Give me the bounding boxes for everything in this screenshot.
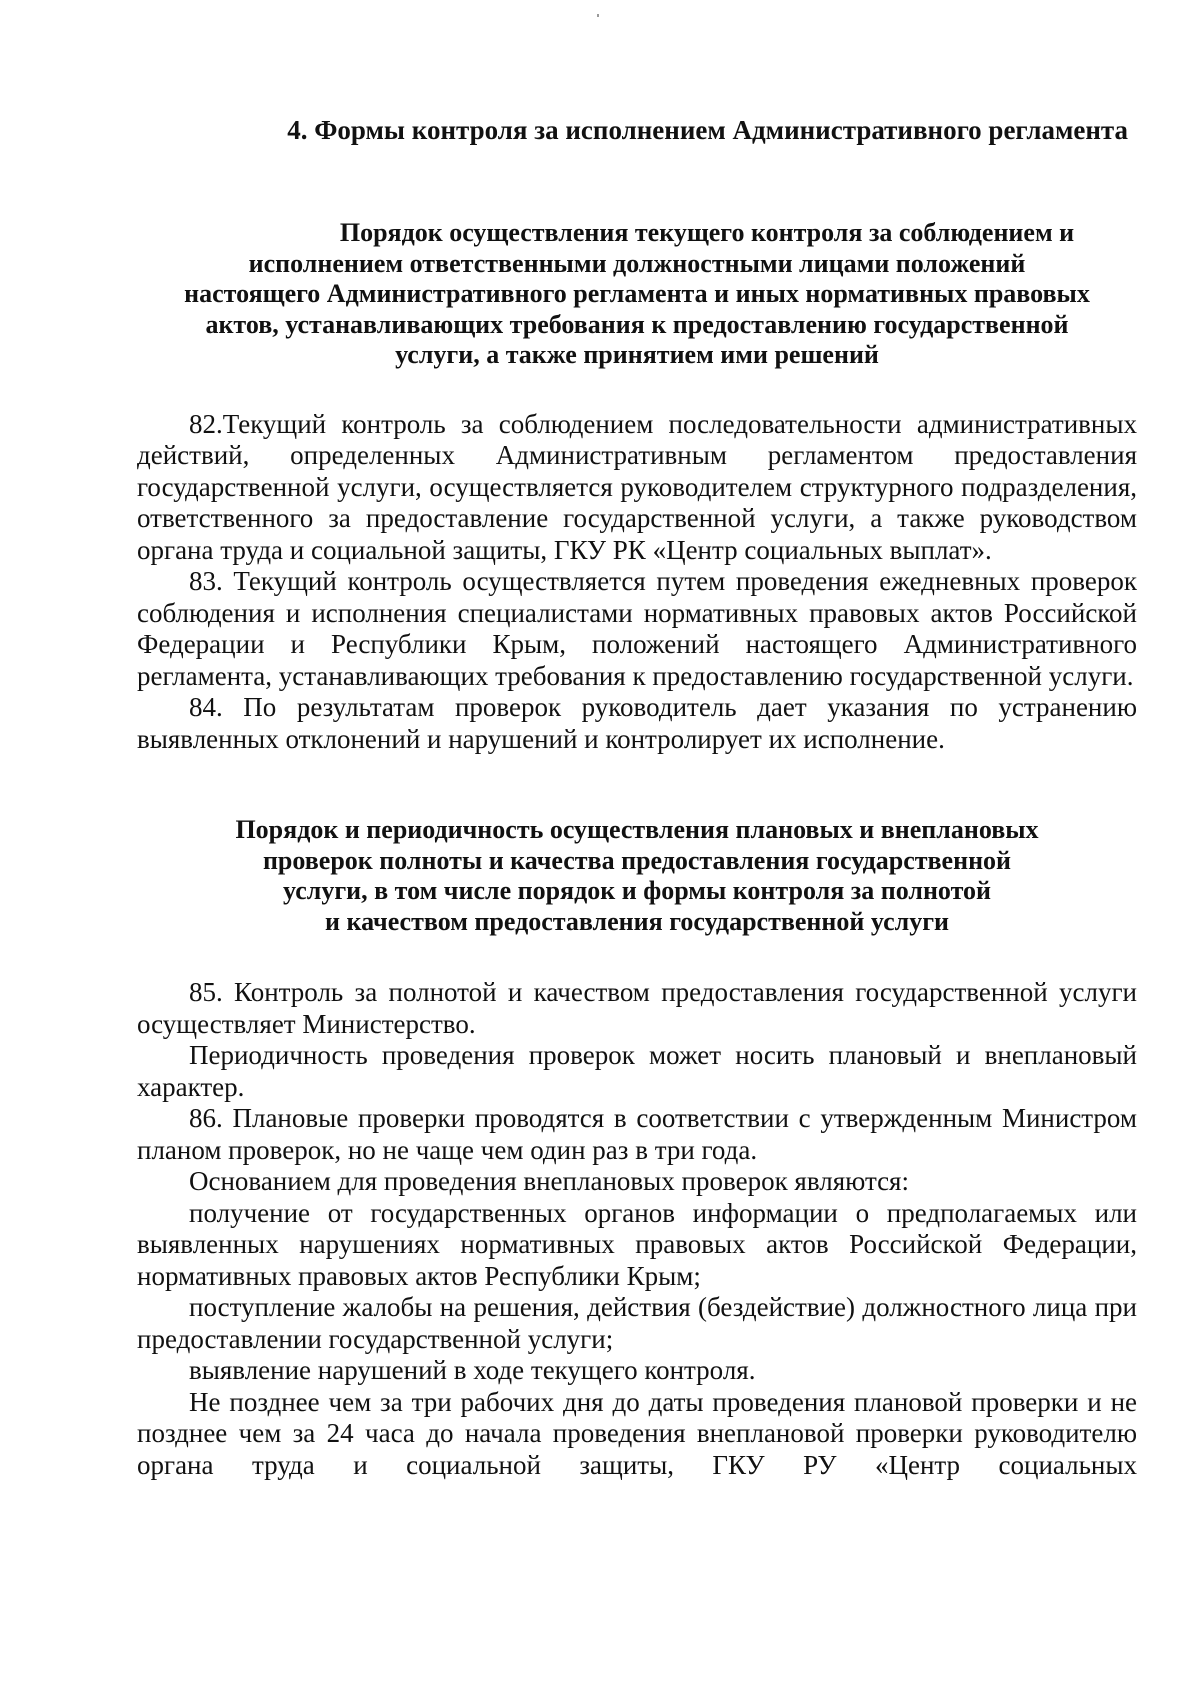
section-title: 4. Формы контроля за исполнением Административного регламента [287, 115, 1128, 145]
subheading-inspections [137, 815, 1137, 937]
subheading-line: актов, устанавливающих требования к предоставлению государственной [205, 309, 1069, 339]
subheading-line: Порядок и периодичность осуществления плановых и внеплановых [235, 815, 1039, 844]
paragraph-ground-violations: выявление нарушений в ходе текущего контроля. [189, 1355, 756, 1385]
subheading-current-control [137, 218, 1137, 371]
paragraph-ground-complaint: поступление жалобы на решения, действия (бездействие) должностного лица при предоставлении государственной услуги; [137, 1292, 1137, 1354]
subheading-line: и качеством предоставления государственной услуги [325, 906, 949, 936]
paragraph-grounds: Основанием для проведения внеплановых проверок являются: [189, 1166, 909, 1196]
subheading-line: проверок полноты и качества предоставления государственной [262, 845, 1012, 875]
paragraph-85: 85. Контроль за полнотой и качеством предоставления государственной услуги осуществляет Министерство. [137, 977, 1137, 1039]
paragraph-ground-information: получение от государственных органов информации о предполагаемых или выявленных нарушениях нормативных правовых актов Российской Федерации, нормативных правовых актов Республики Крым; [137, 1197, 1137, 1291]
paragraph-86: 86. Плановые проверки проводятся в соответствии с утвержденным Министром планом проверок, но не чаще чем один раз в три года. [137, 1103, 1137, 1165]
subheading-line: услуги, в том числе порядок и формы контроля за полнотой [283, 876, 991, 905]
paragraph-periodicity: Периодичность проведения проверок может носить плановый и внеплановый характер. [137, 1040, 1137, 1102]
subheading-line: настоящего Административного регламента и иных нормативных правовых [184, 279, 1090, 308]
scan-artifact [597, 14, 599, 17]
subheading-line: исполнением ответственными должностными лицами положений [248, 248, 1026, 278]
paragraph-group-current-control [137, 409, 1137, 756]
document-body [137, 114, 1137, 1481]
paragraph-84: 84. По результатам проверок руководитель дает указания по устранению выявленных отклонений и нарушений и контролирует их исполнение. [137, 692, 1137, 754]
paragraph-83: 83. Текущий контроль осуществляется путем проведения ежедневных проверок соблюдения и исполнения специалистами нормативных правовых актов Российской Федерации и Республики Крым, положений настоящего Административного регламента, устанавливающих требования к предоставлению государственной услуги. [137, 566, 1137, 691]
paragraph-notice-deadline: Не позднее чем за три рабочих дня до даты проведения плановой проверки и не позднее чем за 24 часа до начала проведения внеплановой проверки руководителю органа труда и социальной защиты, ГКУ РУ «Центр социальных [137, 1386, 1137, 1480]
paragraph-group-inspections [137, 977, 1137, 1481]
subheading-line: услуги, а также принятием ими решений [395, 340, 879, 369]
subheading-line: Порядок осуществления текущего контроля за соблюдением и [339, 218, 1075, 247]
paragraph-82: 82.Текущий контроль за соблюдением последовательности административных действий, определенных Административным регламентом предоставления государственной услуги, осуществляется руководителем структурного подразделения, ответственного за предоставление государственной услуги, а также руководством органа труда и социальной защиты, ГКУ РК «Центр социальных выплат». [137, 408, 1137, 565]
